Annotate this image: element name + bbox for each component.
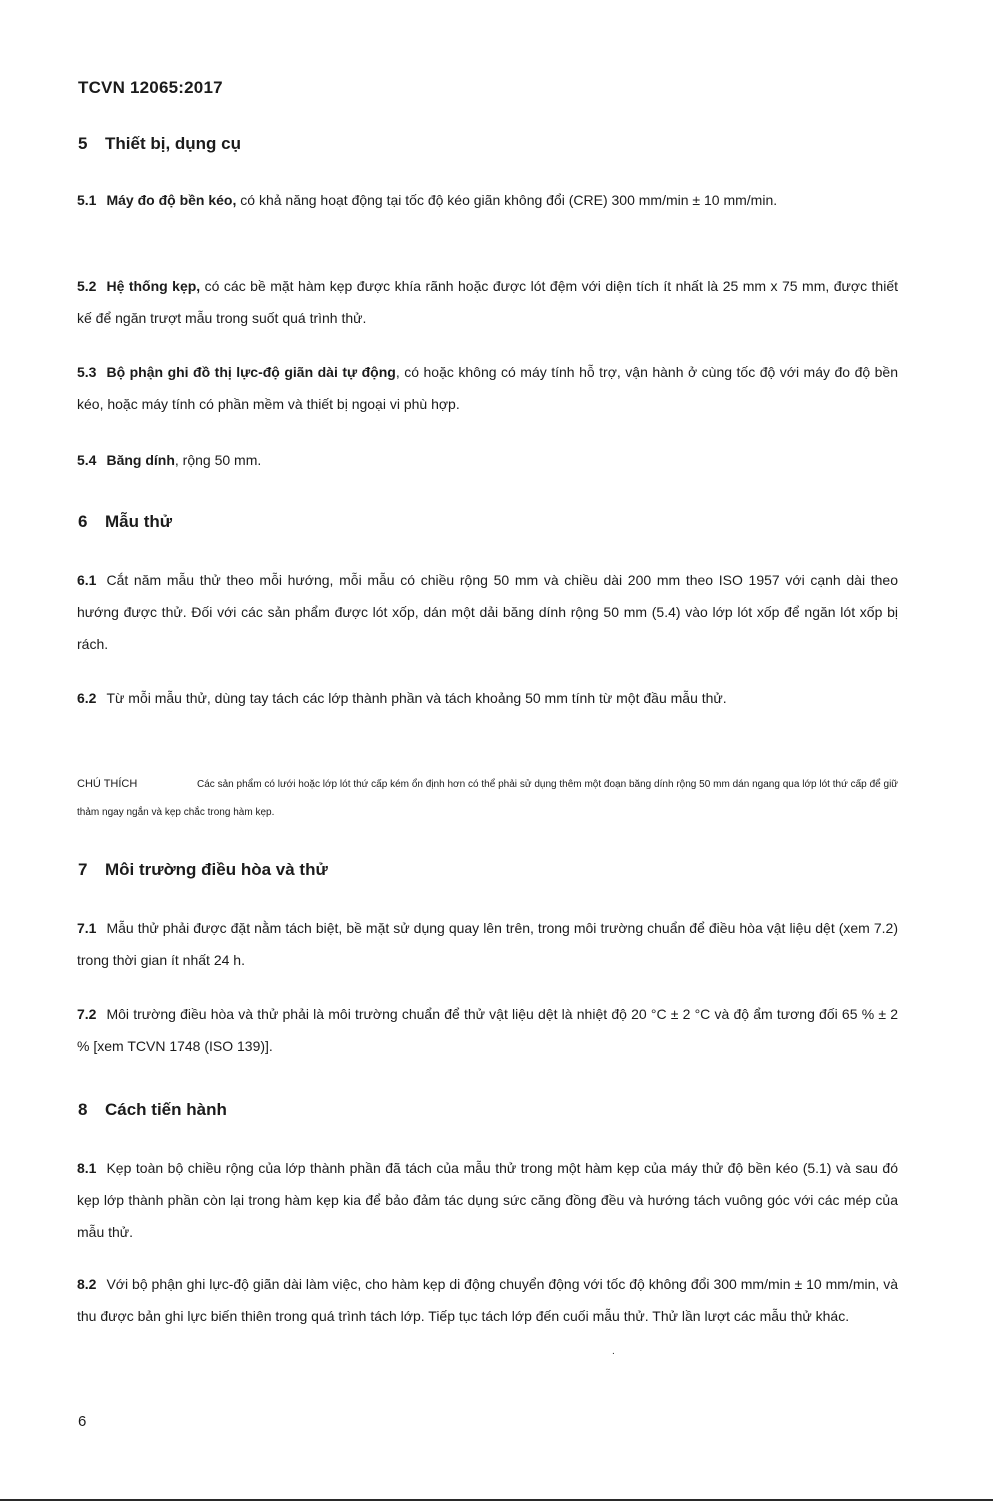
note-text: Các sản phẩm có lưới hoặc lớp lót thứ cấp kém ổn định hơn có thể phải sử dụng thêm một đoạn băng dính rộng 50 mm dán ngang qua lớp lót thứ cấp để giữ thảm ngay ngắn và kẹp chắc trong hàm kẹp. [77,779,898,818]
paragraph-number: 5.2 [77,278,97,294]
paragraph-8-1 [77,1152,898,1248]
paragraph-7-2 [77,998,898,1062]
paragraph-text: , có hoặc không có máy tính hỗ trợ, vận hành ở cùng tốc độ với máy đo độ bền kéo, hoặc máy tính có phần mềm và thiết bị ngoại vi phù hợp. [77,364,898,412]
section-title: Mẫu thử [105,512,173,531]
paragraph-text: , rộng 50 mm. [174,452,262,468]
paragraph-6-2 [77,682,898,714]
page-number: 6 [78,1413,87,1430]
paragraph-5-4 [77,444,898,476]
section-heading-7 [78,860,328,880]
paragraph-number: 5.1 [77,192,97,208]
section-heading-8 [78,1100,227,1120]
section-heading-5 [78,134,241,154]
paragraph-5-3 [77,356,898,420]
paragraph-7-1 [77,912,898,976]
paragraph-text: có các bề mặt hàm kẹp được khía rãnh hoặc được lót đệm với diện tích ít nhất là 25 mm x 75 mm, được thiết kế để ngăn trượt mẫu trong suốt quá trình thử. [77,278,898,326]
bottom-edge-line [0,1499,993,1501]
paragraph-5-2 [77,270,898,334]
section-title: Cách tiến hành [105,1100,227,1119]
paragraph-number: 7.1 [77,920,97,936]
paragraph-term: Băng dính [106,452,175,468]
paragraph-text: Từ mỗi mẫu thử, dùng tay tách các lớp thành phần và tách khoảng 50 mm tính từ một đầu mẫu thử. [106,690,727,706]
paragraph-number: 8.2 [77,1276,97,1292]
standard-code-header: TCVN 12065:2017 [78,78,223,97]
paragraph-text: Cắt năm mẫu thử theo mỗi hướng, mỗi mẫu có chiều rộng 50 mm và chiều dài 200 mm theo ISO 1957 với cạnh dài theo hướng được thử. Đối với các sản phẩm được lót xốp, dán một dải băng dính rộng 50 mm (5.4) vào lớp lót xốp để ngăn lót xốp bị rách. [77,572,898,652]
section-number: 5 [78,134,88,153]
paragraph-term: Máy đo độ bền kéo, [106,192,237,208]
paragraph-text: có khả năng hoạt động tại tốc độ kéo giãn không đổi (CRE) 300 mm/min ± 10 mm/min. [236,192,778,208]
stray-mark: . [612,1346,615,1357]
paragraph-5-1 [77,184,898,216]
section-title: Thiết bị, dụng cụ [105,134,241,153]
paragraph-6-1 [77,564,898,660]
note-label: CHÚ THÍCH [77,778,138,790]
paragraph-term: Bộ phận ghi đồ thị lực-độ giãn dài tự động [106,364,396,380]
paragraph-number: 8.1 [77,1160,97,1176]
paragraph-number: 7.2 [77,1006,97,1022]
section-number: 6 [78,512,88,531]
section-title: Môi trường điều hòa và thử [105,860,328,879]
paragraph-number: 6.1 [77,572,97,588]
section-number: 7 [78,860,88,879]
paragraph-text: Môi trường điều hòa và thử phải là môi trường chuẩn để thử vật liệu dệt là nhiệt độ 20 °C ± 2 °C và độ ẩm tương đối 65 % ± 2 % [xem TCVN 1748 (ISO 139)]. [77,1006,898,1054]
section-number: 8 [78,1100,88,1119]
paragraph-text: Mẫu thử phải được đặt nằm tách biệt, bề mặt sử dụng quay lên trên, trong môi trường chuẩn để điều hòa vật liệu dệt (xem 7.2) trong thời gian ít nhất 24 h. [77,920,898,968]
paragraph-text: Với bộ phận ghi lực-độ giãn dài làm việc, cho hàm kẹp di động chuyển động với tốc độ không đổi 300 mm/min ± 10 mm/min, và thu được bản ghi lực biến thiên trong quá trình tách lớp. Tiếp tục tách lớp đến cuối mẫu thử. Thử lần lượt các mẫu thử khác. [77,1276,898,1324]
paragraph-text: Kẹp toàn bộ chiều rộng của lớp thành phần đã tách của mẫu thử trong một hàm kẹp của máy thử độ bền kéo (5.1) và sau đó kẹp lớp thành phần còn lại trong hàm kẹp kia để bảo đảm tác dụng sức căng đồng đều và hướng tách vuông góc với các mép của mẫu thử. [77,1160,898,1240]
paragraph-number: 5.3 [77,364,97,380]
paragraph-number: 5.4 [77,452,97,468]
paragraph-number: 6.2 [77,690,97,706]
paragraph-8-2 [77,1268,898,1332]
note-block [77,770,898,827]
section-heading-6 [78,512,172,532]
paragraph-term: Hệ thống kẹp, [106,278,201,294]
